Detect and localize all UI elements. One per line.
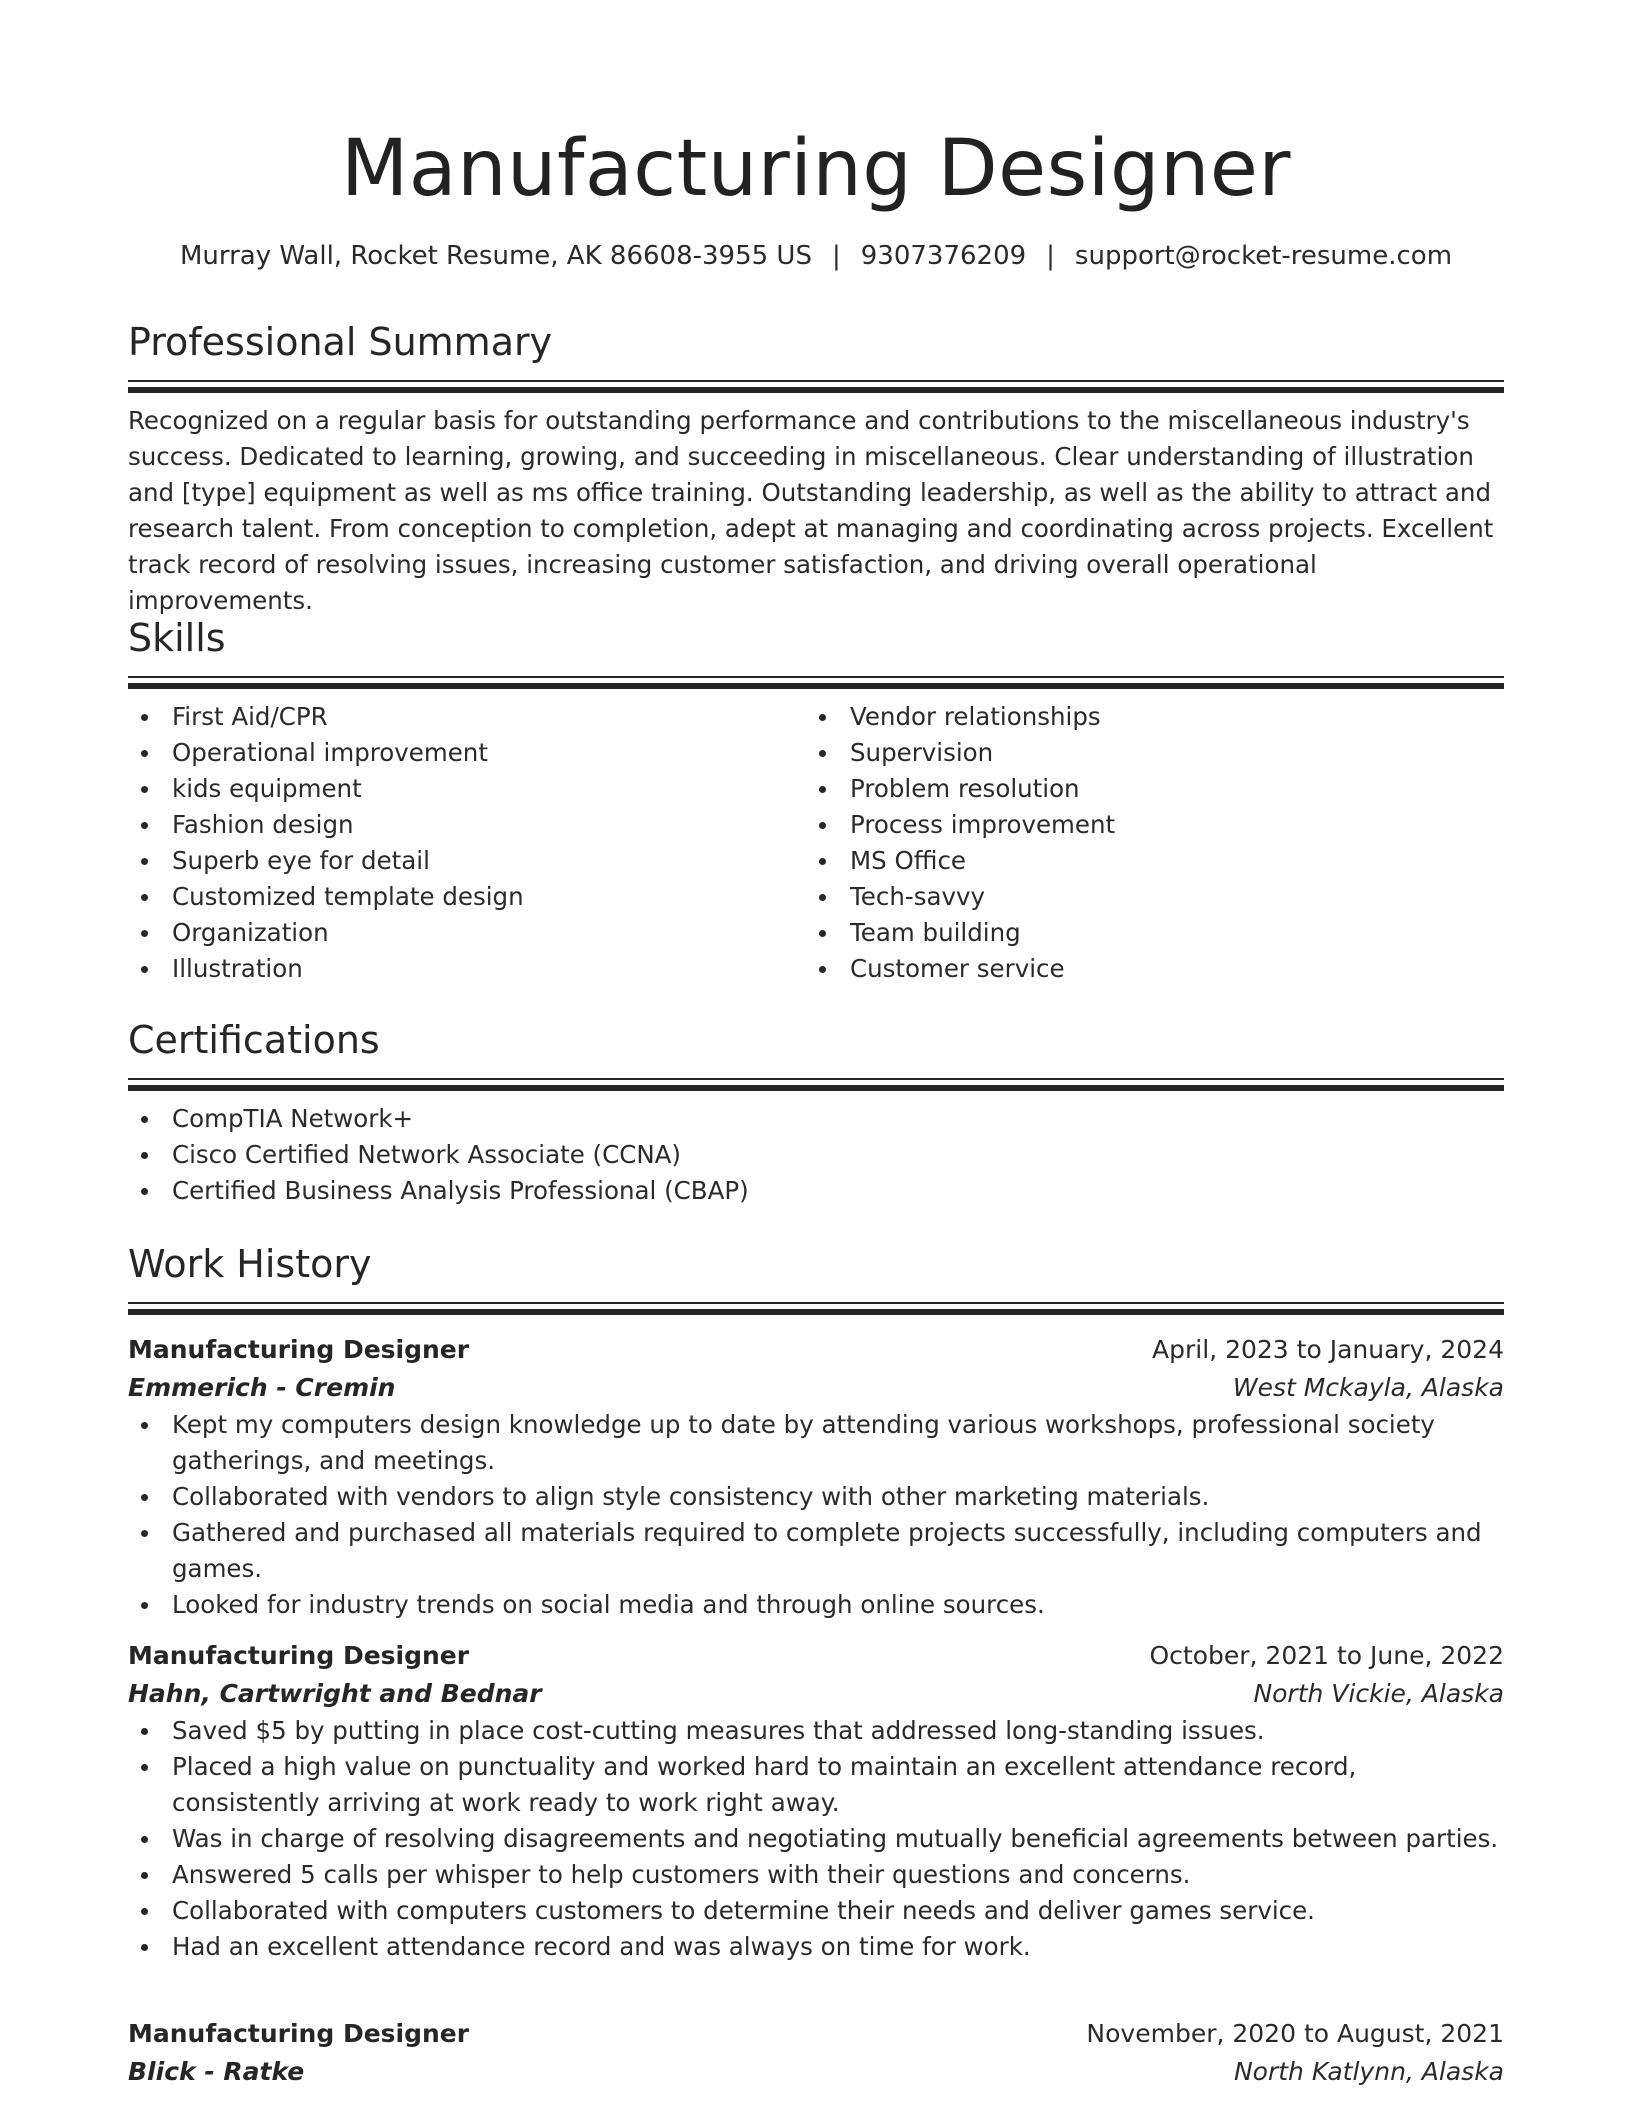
skill-item: Tech-savvy bbox=[806, 879, 1484, 915]
skill-item: Supervision bbox=[806, 735, 1484, 771]
job-header-row bbox=[128, 1331, 1504, 1369]
skill-item: Customized template design bbox=[128, 879, 806, 915]
certifications-heading: Certifications bbox=[128, 1018, 380, 1062]
job-bullet: Collaborated with vendors to align style consistency with other marketing materials. bbox=[128, 1479, 1504, 1515]
job-header-row bbox=[128, 1637, 1504, 1675]
job-bullet: Saved $5 by putting in place cost-cutting measures that addressed long-standing issues. bbox=[128, 1713, 1504, 1749]
skills-heading: Skills bbox=[128, 616, 226, 660]
skills-columns bbox=[128, 699, 1504, 987]
job-header-row bbox=[128, 2015, 1504, 2053]
section-divider bbox=[128, 380, 1504, 393]
skill-item: Illustration bbox=[128, 951, 806, 987]
skill-item: First Aid/CPR bbox=[128, 699, 806, 735]
skill-item: Problem resolution bbox=[806, 771, 1484, 807]
job-bullet: Gathered and purchased all materials required to complete projects successfully, including computers and games. bbox=[128, 1515, 1504, 1587]
contact-separator: | bbox=[1046, 241, 1055, 271]
job-bullet: Answered 5 calls per whisper to help customers with their questions and concerns. bbox=[128, 1857, 1504, 1893]
job-bullet: Was in charge of resolving disagreements and negotiating mutually beneficial agreements between parties. bbox=[128, 1821, 1504, 1857]
job-location: North Katlynn, Alaska bbox=[1233, 2057, 1504, 2086]
job-bullet: Collaborated with computers customers to determine their needs and deliver games service. bbox=[128, 1893, 1504, 1929]
work-history-section bbox=[128, 1240, 1504, 1315]
job-dates: November, 2020 to August, 2021 bbox=[1086, 2019, 1504, 2048]
skill-item: kids equipment bbox=[128, 771, 806, 807]
job-bullet: Kept my computers design knowledge up to date by attending various workshops, professional society gatherings, and meetings. bbox=[128, 1407, 1504, 1479]
job-title: Manufacturing Designer bbox=[128, 1641, 470, 1670]
contact-email[interactable]: support@rocket-resume.com bbox=[1074, 241, 1453, 271]
job-bullets bbox=[128, 1713, 1504, 1965]
job-entry bbox=[128, 1331, 1504, 1623]
job-subheader-row bbox=[128, 2053, 1504, 2091]
skill-item: Organization bbox=[128, 915, 806, 951]
skill-item: Team building bbox=[806, 915, 1484, 951]
job-bullets bbox=[128, 1407, 1504, 1623]
skills-list-right bbox=[806, 699, 1484, 987]
skill-item: Operational improvement bbox=[128, 735, 806, 771]
job-dates: October, 2021 to June, 2022 bbox=[1149, 1641, 1504, 1670]
section-divider bbox=[128, 1302, 1504, 1315]
job-entry bbox=[128, 2015, 1504, 2091]
contact-separator: | bbox=[831, 241, 841, 271]
job-bullet: Placed a high value on punctuality and worked hard to maintain an excellent attendance record, consistently arriving at work ready to work right away. bbox=[128, 1749, 1504, 1821]
work-history-heading: Work History bbox=[128, 1242, 372, 1286]
skills-list-left bbox=[128, 699, 806, 987]
certification-item: Cisco Certified Network Associate (CCNA) bbox=[128, 1137, 1504, 1173]
skill-item: Process improvement bbox=[806, 807, 1484, 843]
job-subheader-row bbox=[128, 1369, 1504, 1407]
job-subheader-row bbox=[128, 1675, 1504, 1713]
job-company: Emmerich - Cremin bbox=[128, 1373, 396, 1402]
job-location: West Mckayla, Alaska bbox=[1232, 1373, 1504, 1402]
contact-address: Murray Wall, Rocket Resume, AK 86608-3955 US bbox=[179, 241, 812, 271]
job-entry bbox=[128, 1637, 1504, 1965]
contact-phone: 9307376209 bbox=[860, 241, 1027, 271]
certification-item: Certified Business Analysis Professional (CBAP) bbox=[128, 1173, 1504, 1209]
section-divider bbox=[128, 676, 1504, 689]
skill-item: Vendor relationships bbox=[806, 699, 1484, 735]
certifications-section bbox=[128, 1016, 1504, 1209]
skill-item: MS Office bbox=[806, 843, 1484, 879]
job-title: Manufacturing Designer bbox=[128, 1335, 470, 1364]
job-bullet: Looked for industry trends on social media and through online sources. bbox=[128, 1587, 1504, 1623]
job-bullet: Had an excellent attendance record and was always on time for work. bbox=[128, 1929, 1504, 1965]
job-dates: April, 2023 to January, 2024 bbox=[1152, 1335, 1504, 1364]
skills-section bbox=[128, 614, 1504, 987]
skill-item: Fashion design bbox=[128, 807, 806, 843]
job-company: Hahn, Cartwright and Bednar bbox=[128, 1679, 542, 1708]
job-title: Manufacturing Designer bbox=[128, 2019, 470, 2048]
job-location: North Vickie, Alaska bbox=[1253, 1679, 1504, 1708]
resume-title: Manufacturing Designer bbox=[341, 124, 1291, 214]
certification-item: CompTIA Network+ bbox=[128, 1101, 1504, 1137]
skill-item: Customer service bbox=[806, 951, 1484, 987]
skill-item: Superb eye for detail bbox=[128, 843, 806, 879]
job-company: Blick - Ratke bbox=[128, 2057, 305, 2086]
contact-line bbox=[128, 238, 1504, 274]
section-divider bbox=[128, 1078, 1504, 1091]
summary-heading: Professional Summary bbox=[128, 320, 553, 364]
summary-text: Recognized on a regular basis for outstanding performance and contributions to the miscellaneous industry's success. Dedicated to learning, growing, and succeeding in miscellaneous. Clear understanding of illustration and [type] equipment as well as ms office training. Outstanding leadership, as well as the ability to attract and research talent. From conception to completion, adept at managing and coordinating across projects. Excellent track record of resolving issues, increasing customer satisfaction, and driving overall operational improvements. bbox=[128, 406, 1494, 615]
certifications-list bbox=[128, 1101, 1504, 1209]
summary-section bbox=[128, 318, 1504, 619]
